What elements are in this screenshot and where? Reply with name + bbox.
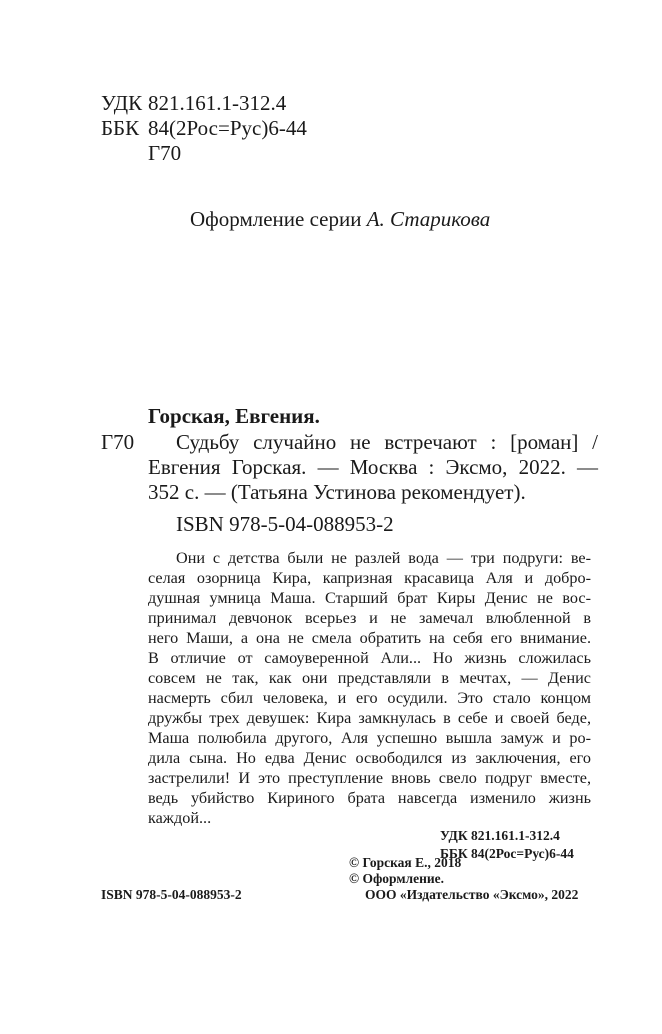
annotation-line-6: В отличие от самоуверенной Али... Но жизнь сложилась (148, 649, 591, 667)
isbn-main: ISBN 978-5-04-088953-2 (176, 512, 394, 536)
annotation-line-14: каждой... (148, 809, 212, 827)
annotation-line-4: принимал девчонок всерьез и не замечал влюбленной в (148, 609, 591, 627)
title-line-3: 352 с. — (Татьяна Устинова рекомендует). (148, 480, 526, 504)
udk-label: УДК (101, 91, 143, 115)
title-line-1: Судьбу случайно не встречают : [роман] / (176, 430, 598, 454)
footer-isbn: ISBN 978-5-04-088953-2 (101, 887, 242, 902)
annotation-line-12: застрелили! И это преступление вновь свело подруг вместе, (148, 769, 591, 787)
bbk-value: 84(2Рос=Рус)6-44 (148, 116, 307, 140)
author-mark: Г70 (148, 141, 182, 165)
annotation-line-9: дружбы трех девушек: Кира замкнулась в себе и своей беде, (148, 709, 591, 727)
annotation-line-5: него Маши, а она не смела обратить на себя его внимание. (148, 629, 591, 647)
annotation-line-7: совсем не так, как они представляли в мечтах, — Денис (148, 669, 591, 687)
udk-line (101, 90, 286, 116)
title-line-2: Евгения Горская. — Москва : Эксмо, 2022. — (148, 455, 598, 479)
copyright-publisher: ООО «Издательство «Эксмо», 2022 (365, 887, 579, 902)
annotation-line-8: насмерть сбил человека, и его осудили. Это стало концом (148, 689, 591, 707)
bbk-line (101, 115, 307, 141)
copyright-author: © Горская Е., 2018 (349, 855, 462, 870)
annotation-line-13: ведь убийство Кириного брата навсегда изменило жизнь (148, 789, 591, 807)
footer-udk: УДК 821.161.1-312.4 (440, 828, 560, 843)
copyright-design: © Оформление. (349, 871, 445, 886)
annotation-line-3: душная умница Маша. Старший брат Киры Денис не вос- (148, 589, 591, 607)
series-design-prefix: Оформление серии (190, 207, 367, 231)
annotation-line-2: селая озорница Кира, капризная красавица Аля и добро- (148, 569, 591, 587)
annotation-line-10: Маша полюбила другого, Аля успешно вышла замуж и ро- (148, 729, 591, 747)
udk-value: 821.161.1-312.4 (148, 91, 287, 115)
author-heading: Горская, Евгения. (148, 404, 320, 428)
annotation-line-11: дила сына. Но едва Денис освободился из заключения, его (148, 749, 591, 767)
series-design-credit (190, 206, 490, 232)
bbk-label: ББК (101, 116, 140, 140)
footer-bbk: ББК 84(2Рос=Рус)6-44 (440, 846, 574, 861)
bibliographic-mark: Г70 (101, 430, 135, 454)
annotation-line-1: Они с детства были не разлей вода — три подруги: ве- (176, 549, 591, 567)
series-designer-name: А. Старикова (366, 207, 491, 231)
